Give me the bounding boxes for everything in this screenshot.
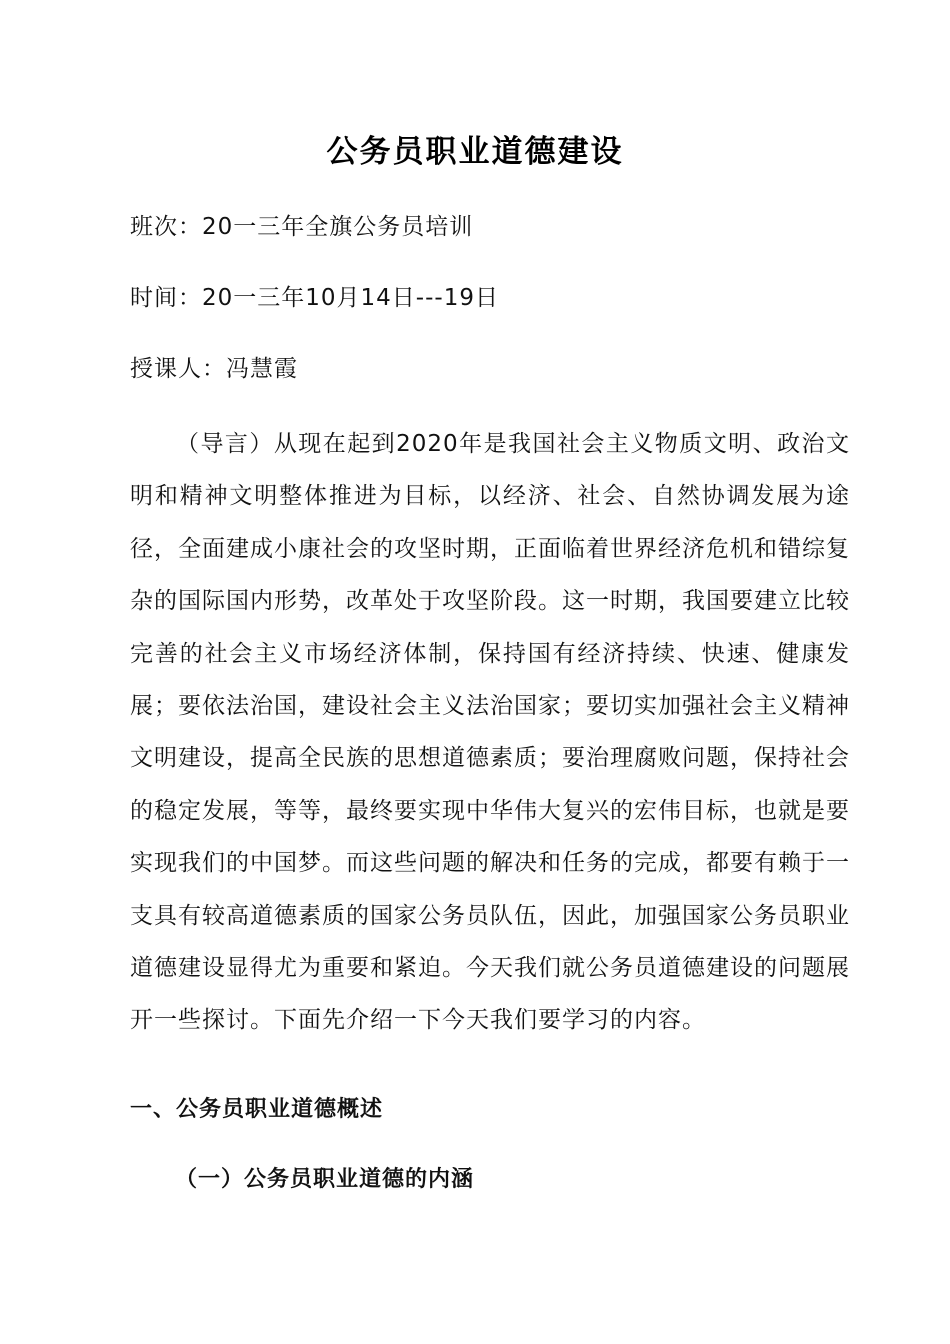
section-heading: 一、公务员职业道德概述 — [130, 1097, 384, 1122]
subsection-heading: （一）公务员职业道德的内涵 — [175, 1167, 475, 1192]
lecturer-info: 授课人：冯慧霞 — [130, 356, 298, 382]
document-title: 公务员职业道德建设 — [326, 134, 624, 170]
intro-paragraph: （导言）从现在起到2020年是我国社会主义物质文明、政治文明和精神文明整体推进为目标，以经济、社会、自然协调发展为途径，全面建成小康社会的攻坚时期，正面临着世界经济危机和错综复杂的国际国内形势，改革处于攻坚阶段。这一时期，我国要建立比较完善的社会主义市场经济体制，保持国有经济持续、快速、健康发展；要依法治国，建设社会主义法治国家；要切实加强社会主义精神文明建设，提高全民族的思想道德素质；要治理腐败问题，保持社会的稳定发展，等等，最终要实现中华伟大复兴的宏伟目标，也就是要实现我们的中国梦。而这些问题的解决和任务的完成，都要有赖于一支具有较高道德素质的国家公务员队伍，因此，加强国家公务员职业道德建设显得尤为重要和紧迫。今天我们就公务员道德建设的问题展开一些探讨。下面先介绍一下今天我们要学习的内容。 — [130, 431, 850, 1034]
time-info: 时间：20一三年10月14日---19日 — [130, 285, 499, 311]
class-info: 班次：20一三年全旗公务员培训 — [130, 214, 474, 240]
